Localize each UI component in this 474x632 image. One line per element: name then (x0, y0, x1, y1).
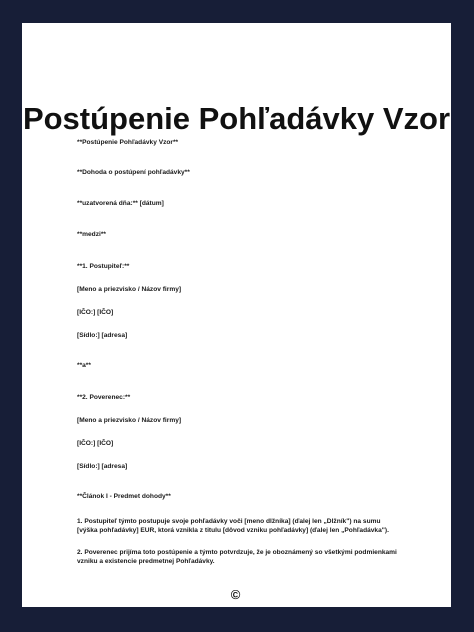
document-page (22, 23, 451, 607)
date-line: **uzatvorená dňa:** [dátum] (77, 200, 164, 207)
assignor-name: [Meno a priezvisko / Názov firmy] (77, 286, 182, 293)
between-line: **medzi** (77, 231, 106, 238)
article-heading: **Článok I - Predmet dohody** (77, 493, 171, 500)
assignee-address: [Sídlo:] [adresa] (77, 463, 128, 470)
copyright-icon: © (230, 587, 241, 602)
paragraph-1: 1. Postupiteľ týmto postupuje svoje pohľadávky voči [meno dlžníka] (ďalej len „Dlžník") na sumu [výška pohľadávky] EUR, ktorá vznikla z titulu [dôvod vzniku pohľadávky] (ďalej len „Pohľadávka"). (77, 518, 389, 534)
agreement-heading: **Dohoda o postúpení pohľadávky** (77, 169, 190, 176)
document-title: Postúpenie Pohľadávky Vzor (22, 101, 451, 136)
assignor-heading: **1. Postupiteľ:** (77, 263, 130, 270)
paragraph-2: 2. Poverenec prijíma toto postúpenie a týmto potvrdzuje, že je oboznámený so všetkými podmienkami vzniku a existencie predmetnej Pohľadávky. (77, 549, 397, 565)
assignor-address: [Sídlo:] [adresa] (77, 332, 128, 339)
assignee-ico: [IČO:] [IČO] (77, 440, 114, 447)
assignor-ico: [IČO:] [IČO] (77, 309, 114, 316)
and-line: **a** (77, 362, 91, 369)
assignee-name: [Meno a priezvisko / Názov firmy] (77, 417, 182, 424)
assignee-heading: **2. Poverenec:** (77, 394, 131, 401)
heading-line: **Postúpenie Pohľadávky Vzor** (77, 139, 179, 146)
